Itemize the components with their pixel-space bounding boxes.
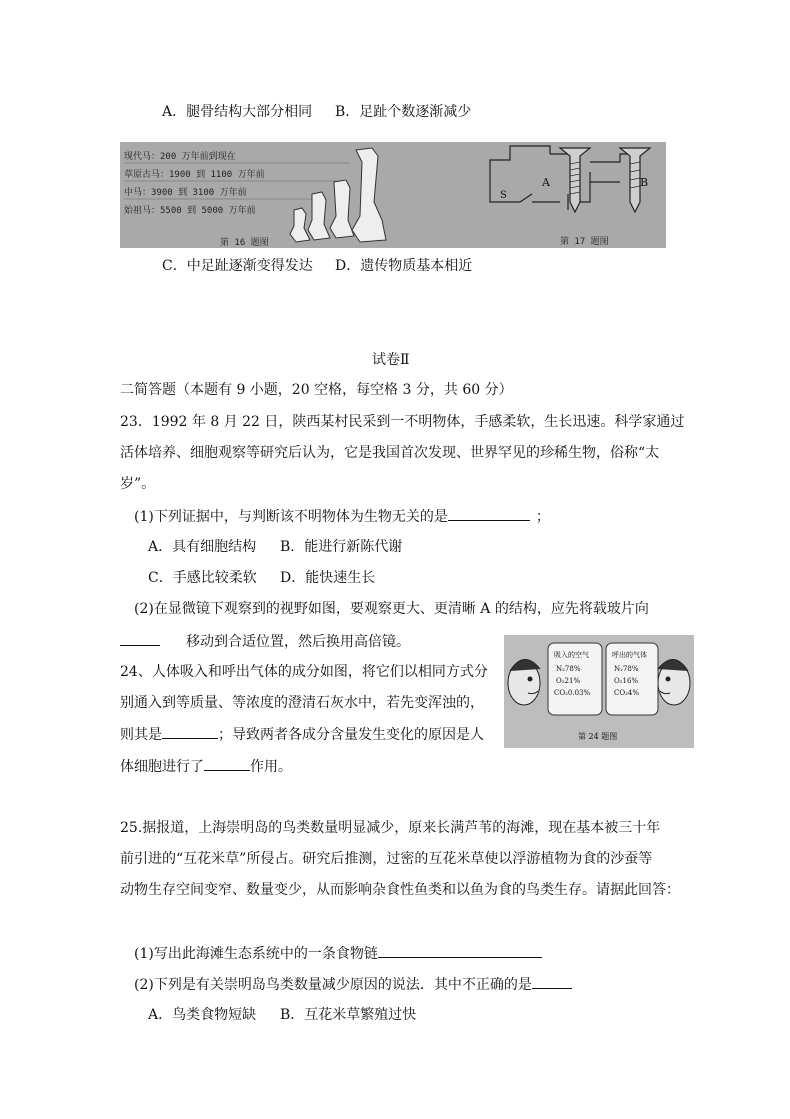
q24-answer-blank-1[interactable] [162,724,218,739]
q24-line4-end: 作用。 [250,759,292,775]
q25-line3: 动物生存空间变窄、数量变少，从而影响杂食性鱼类和以鱼为食的鸟类生存。请据此回答： [120,882,680,898]
horse-leg-bones-drawing [290,148,386,242]
q24-line3 [120,724,484,745]
fig16-row-merychippus: 草原古马：1900 到 1100 万年前 [124,170,265,180]
q23-part2-line2 [120,631,410,652]
exhaled-co2: CO₂4% [614,689,640,697]
q24-line4-start: 体细胞进行了 [120,759,204,775]
person-right-drawing [658,659,690,705]
inhaled-title: 吸入的空气 [554,651,589,659]
q23-part2-end: 移动到合适位置，然后换用高倍镜。 [186,634,410,650]
q24-line4 [120,756,292,777]
q23-part1 [134,506,550,527]
option-b: B．足趾个数逐渐减少 [335,104,472,120]
q25-option-b: B．互花米草繁殖过快 [280,1007,417,1023]
person-left-drawing [508,659,540,705]
q25-line1: 25.据报道，上海崇明岛的鸟类数量明显减少，原来长满芦苇的海滩，现在基本被三十年 [120,820,661,836]
q23-option-a: A．具有细胞结构 [148,539,257,555]
section-heading: 二简答题（本题有 9 小题，20 空格，每空格 3 分，共 60 分） [120,382,513,398]
fig17-label-s: S [500,190,507,201]
figure-16-17-svg [120,142,666,248]
option-a: A．腿骨结构大部分相同 [162,104,313,120]
fig16-row-mesohippus: 中马：3900 到 3100 万年前 [124,188,247,198]
q24-line1: 24、人体吸入和呼出气体的成分如图，将它们以相同方式分 [120,664,488,680]
q23-line2: 活体培养、细胞观察等研究后认为，它是我国首次发现、世界罕见的珍稀生物，俗称“太 [120,445,660,461]
fig24-caption: 第 24 题图 [578,732,618,741]
q25-answer-blank-2[interactable] [532,974,572,989]
q25-part1-text: (1)写出此海滩生态系统中的一条食物链 [134,946,378,962]
q23-option-d: D．能快速生长 [280,570,376,586]
inhaled-co2: CO₂0.03% [554,689,591,697]
fig16-caption: 第 16 题图 [220,238,269,248]
q23-part1-end: ； [535,509,550,525]
exhaled-title: 呼出的气体 [612,651,647,659]
option-d: D．遗传物质基本相近 [335,258,473,274]
q23-part1-text: (1)下列证据中，与判断该不明物体为生物无关的是 [134,509,448,525]
q24-answer-blank-2[interactable] [204,756,250,771]
q23-line1: 23．1992 年 8 月 22 日，陕西某村民采到一不明物体，手感柔软，生长迅速。科学家通过 [120,414,685,430]
inhaled-o2: O₂21% [556,677,581,685]
fig16-row-modern: 现代马：200 万年前到现在 [124,152,236,162]
figure-24-svg [504,635,694,748]
q25-option-a: A．鸟类食物短缺 [148,1007,257,1023]
q25-part2-text: (2)下列是有关崇明岛鸟类数量减少原因的说法．其中不正确的是 [134,977,532,993]
q24-line3-start: 则其是 [120,727,162,743]
option-c: C．中足趾逐渐变得发达 [162,258,313,274]
q24-line2: 别通入到等质量、等浓度的澄清石灰水中，若先变浑浊的， [120,695,484,711]
exhaled-n2: N₂78% [614,665,639,673]
figure-24 [504,635,694,748]
exhaled-o2: O₂16% [614,677,639,685]
fig16-row-eohippus: 始祖马：5500 到 5000 万年前 [124,206,256,216]
circuit-diagram [490,146,650,212]
q23-part2: (2)在显微镜下观察到的视野如图，要观察更大、更清晰 A 的结构，应先将载玻片向 [134,601,649,617]
q25-line2: 前引进的“互花米草”所侵占。研究后推测，过密的互花米草使以浮游植物为食的沙蚕等 [120,851,653,867]
q24-line3-end: ；导致两者各成分含量发生变化的原因是人 [218,727,484,743]
q25-part2 [134,974,572,995]
q23-line3: 岁”。 [120,476,156,492]
q23-option-c: C．手感比较柔软 [148,570,257,586]
inhaled-n2: N₂78% [556,665,581,673]
q25-answer-blank-1[interactable] [378,943,542,958]
q25-part1 [134,943,542,964]
q23-answer-blank-2[interactable] [120,631,160,646]
figure-16-17 [120,142,666,248]
q23-option-b: B．能进行新陈代谢 [280,539,403,555]
fig17-label-b: B [640,176,649,189]
fig17-label-a: A [542,176,550,189]
fig17-caption: 第 17 题图 [560,237,609,247]
q23-answer-blank-1[interactable] [448,506,530,521]
section-title: 试卷Ⅱ [372,352,410,368]
